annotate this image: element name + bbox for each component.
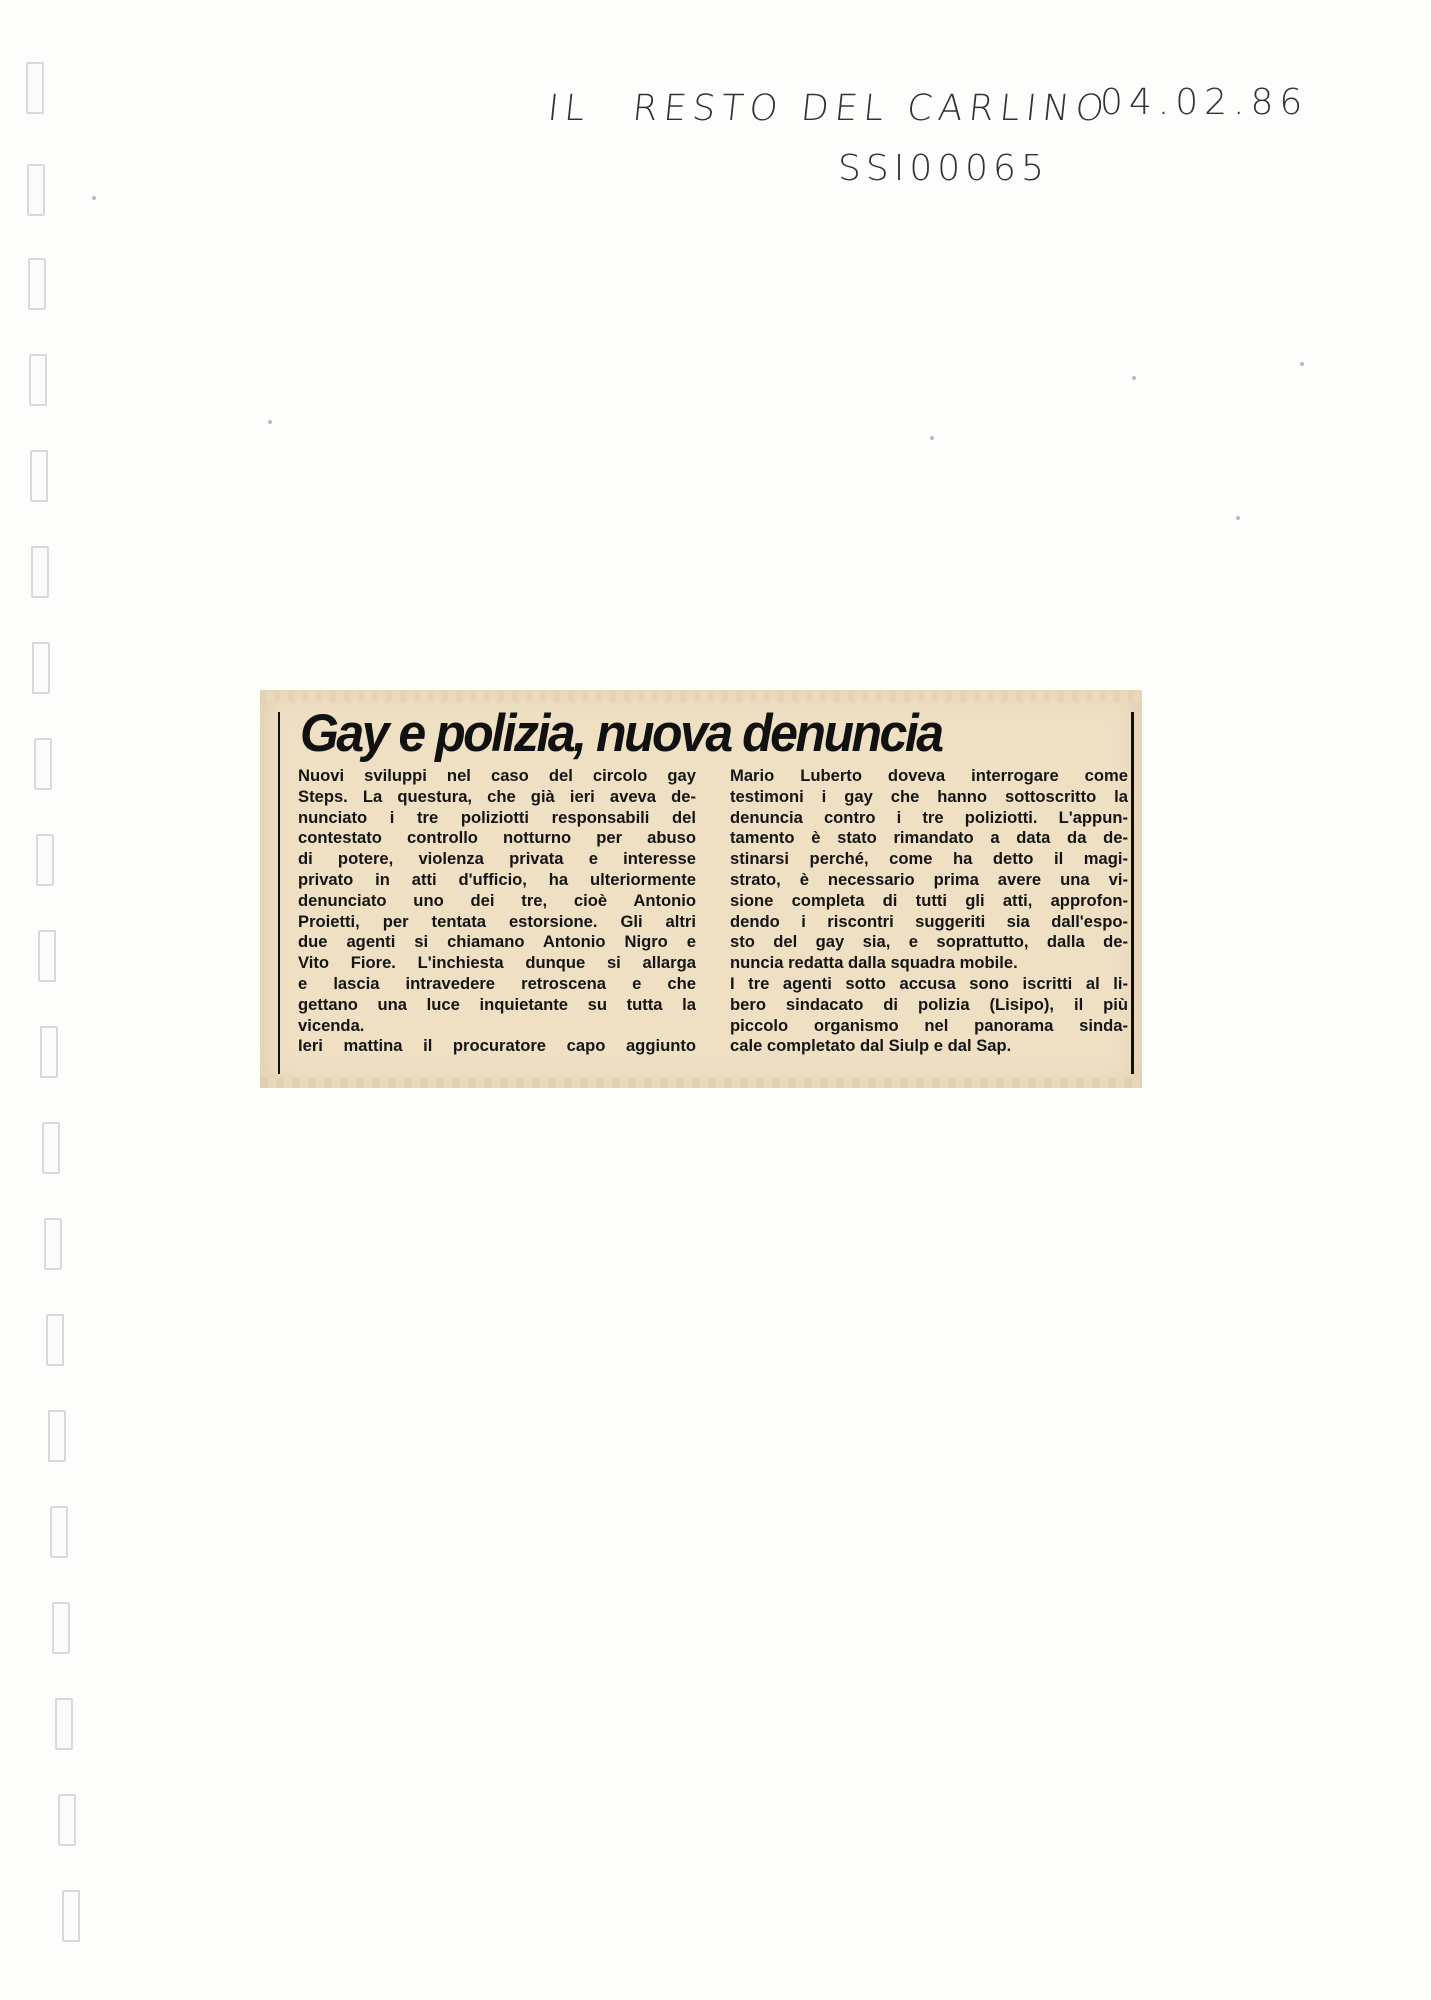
binder-hole (42, 1122, 60, 1174)
text-line: sione completa di tutti gli atti, approfon- (730, 890, 1128, 910)
binder-hole (30, 450, 48, 502)
speck (1236, 516, 1240, 520)
text-line: tamento è stato rimandato a data da de- (730, 828, 1128, 848)
speck (930, 436, 934, 440)
text-line: e lascia intravedere retroscena e che (298, 973, 696, 993)
text-line: nunciato i tre poliziotti responsabili del (298, 807, 696, 827)
binder-hole (48, 1410, 66, 1462)
binder-hole (26, 62, 44, 114)
binder-hole (58, 1794, 76, 1846)
text-line: privato in atti d'ufficio, ha ulteriormente (298, 869, 696, 889)
text-line: dendo i riscontri suggeriti sia dall'espo- (730, 911, 1128, 931)
text-line: Mario Luberto doveva interrogare come (730, 766, 1128, 785)
text-line: denunciato uno dei tre, cioè Antonio (298, 890, 696, 910)
binder-hole (31, 546, 49, 598)
article-column-right (730, 766, 1128, 1057)
binder-hole (62, 1890, 80, 1942)
text-line: cale completato dal Siulp e dal Sap. (730, 1036, 1012, 1056)
speck (92, 196, 96, 200)
text-line: vicenda. (298, 1015, 365, 1035)
speck (1132, 376, 1136, 380)
text-line: contestato controllo notturno per abuso (298, 828, 696, 848)
text-line: nuncia redatta dalla squadra mobile. (730, 953, 1018, 973)
text-line: denuncia contro i tre poliziotti. L'appun- (730, 807, 1128, 827)
text-line: I tre agenti sotto accusa sono iscritti al li- (730, 973, 1128, 993)
text-line: piccolo organismo nel panorama sinda- (730, 1015, 1128, 1035)
text-line: due agenti si chiamano Antonio Nigro e (298, 932, 696, 952)
column-rule-right (1131, 712, 1134, 1074)
binder-hole (46, 1314, 64, 1366)
text-line: sto del gay sia, e soprattutto, dalla de- (730, 932, 1128, 952)
binder-hole (34, 738, 52, 790)
text-line: Vito Fiore. L'inchiesta dunque si allarga (298, 953, 696, 973)
binder-hole (52, 1602, 70, 1654)
handwritten-code: SSI00065 (838, 148, 1049, 189)
text-line: stinarsi perché, come ha detto il magi- (730, 849, 1128, 869)
binder-hole (28, 258, 46, 310)
binder-hole (32, 642, 50, 694)
column-rule-left (278, 712, 280, 1074)
article-column-left (298, 766, 696, 1057)
article-headline: Gay e polizia, nuova denuncia (300, 703, 942, 763)
speck (268, 420, 272, 424)
binder-hole (55, 1698, 73, 1750)
binder-hole (38, 930, 56, 982)
newspaper-clipping (260, 690, 1142, 1088)
article-body (298, 766, 1128, 1057)
text-line: Proietti, per tentata estorsione. Gli altri (298, 911, 696, 931)
speck (1300, 362, 1304, 366)
binder-hole (44, 1218, 62, 1270)
handwritten-source-name: RESTO DEL CARLINO (630, 88, 1112, 129)
text-line: bero sindacato di polizia (Lisipo), il più (730, 994, 1128, 1014)
binder-hole (29, 354, 47, 406)
text-line: strato, è necessario prima avere una vi- (730, 869, 1128, 889)
handwritten-source (546, 88, 1112, 129)
text-line: Nuovi sviluppi nel caso del circolo gay (298, 766, 696, 785)
text-line: Ieri mattina il procuratore capo aggiunto (298, 1036, 696, 1056)
handwritten-date: 04.02.86 (1100, 82, 1309, 123)
text-line: di potere, violenza privata e interesse (298, 849, 696, 869)
binder-hole (50, 1506, 68, 1558)
binder-hole (40, 1026, 58, 1078)
handwritten-source-prefix: IL (545, 88, 593, 129)
text-line: gettano una luce inquietante su tutta la (298, 994, 696, 1014)
binder-hole (36, 834, 54, 886)
binder-hole (27, 164, 45, 216)
text-line: testimoni i gay che hanno sottoscritto la (730, 786, 1128, 806)
text-line: Steps. La questura, che già ieri aveva de- (298, 786, 696, 806)
